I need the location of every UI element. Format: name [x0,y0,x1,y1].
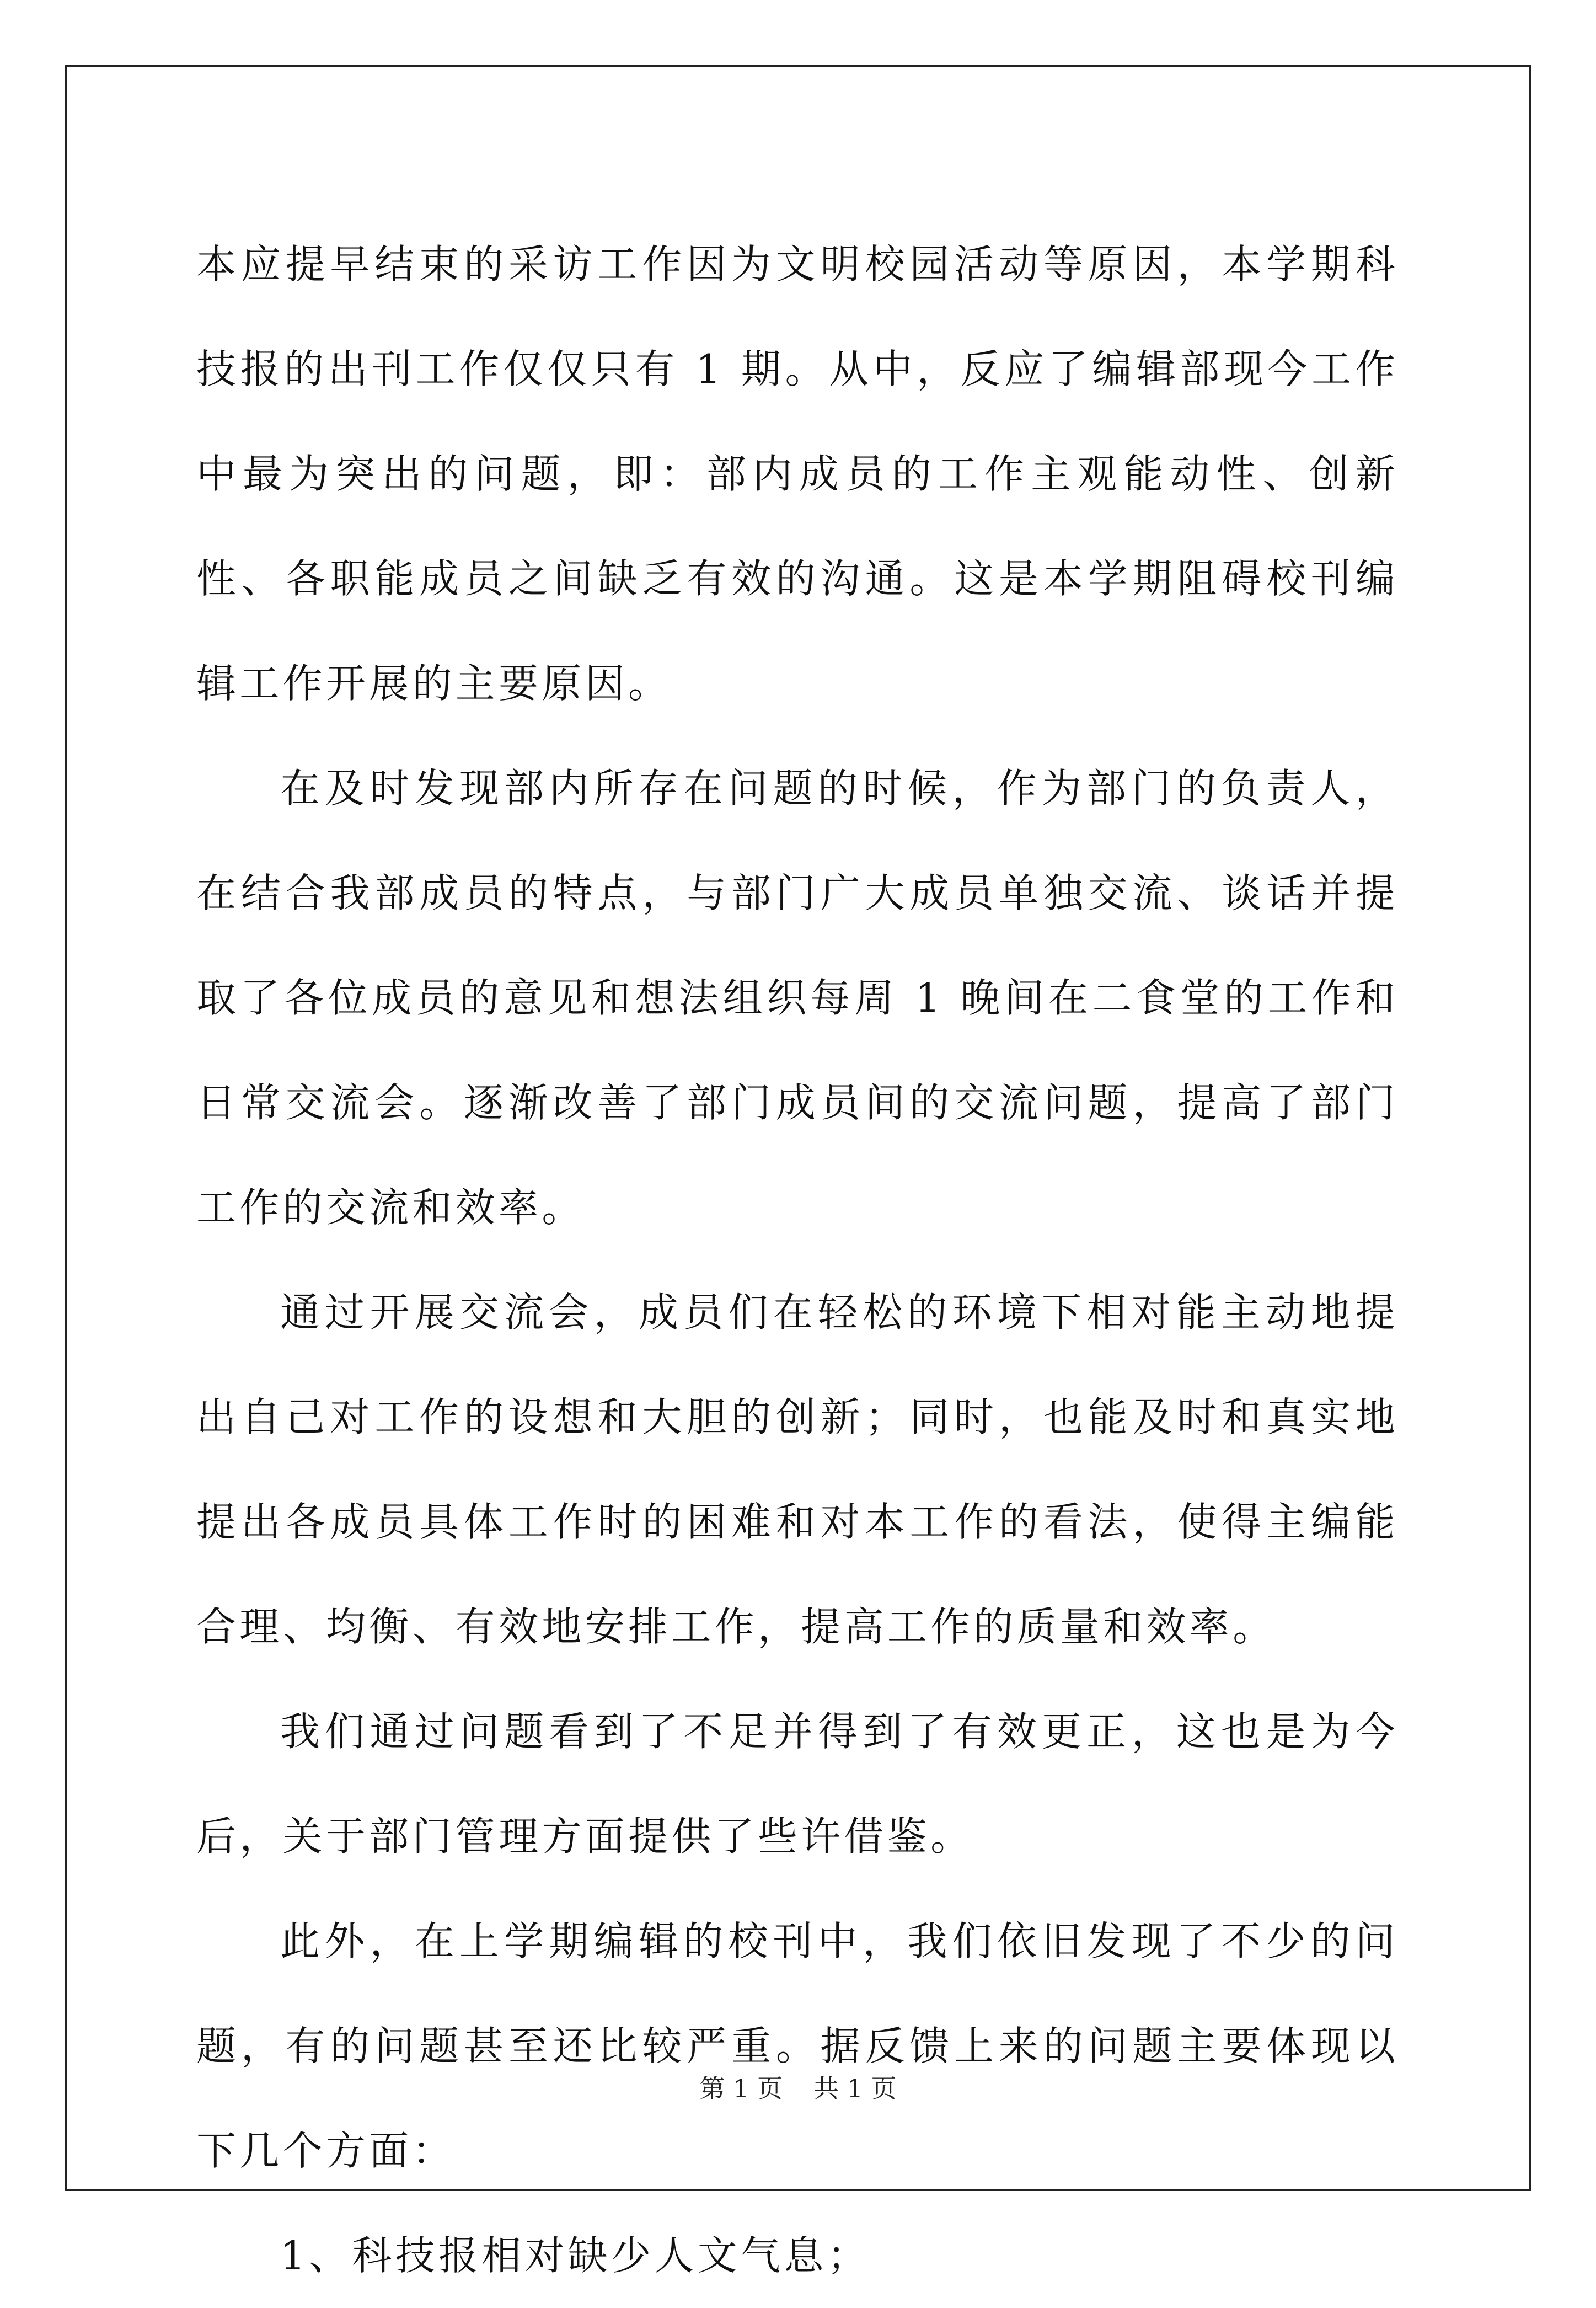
paragraph-meeting-benefits: 通过开展交流会，成员们在轻松的环境下相对能主动地提出自己对工作的设想和大胆的创新；同时，也能及时和真实地提出各成员具体工作时的困难和对本工作的看法，使得主编能合理、均衡、有效地安排工作，提高工作的质量和效率。 [196,1289,1399,1650]
list-item-1: 1、科技报相对缺少人文气息； [280,2232,871,2279]
paragraph-communication-fix: 在及时发现部内所存在问题的时候，作为部门的负责人，在结合我部成员的特点，与部门广大成员单独交流、谈话并提取了各位成员的意见和想法组织每周 1 晚间在二食堂的工作和日常交流会。逐渐改善了部门成员间的交流问题，提高了部门工作的交流和效率。 [196,765,1399,1231]
paragraph-problems-intro: 此外，在上学期编辑的校刊中，我们依旧发现了不少的问题，有的问题甚至还比较严重。据反馈上来的问题主要体现以下几个方面： [196,1918,1399,2174]
page-footer [0,2072,1596,2105]
page-number: 第 1 页 [699,2074,783,2103]
paragraph-continuation: 本应提早结束的采访工作因为文明校园活动等原因，本学期科技报的出刊工作仅仅只有 1 期。从中，反应了编辑部现今工作中最为突出的问题，即：部内成员的工作主观能动性、创新性、各职能成员之间缺乏有效的沟通。这是本学期阻碍校刊编辑工作开展的主要原因。 [196,241,1399,707]
document-body [196,212,1399,2308]
page-total: 共 1 页 [813,2074,897,2103]
paragraph-lessons: 我们通过问题看到了不足并得到了有效更正，这也是为今后，关于部门管理方面提供了些许借鉴。 [196,1708,1399,1860]
